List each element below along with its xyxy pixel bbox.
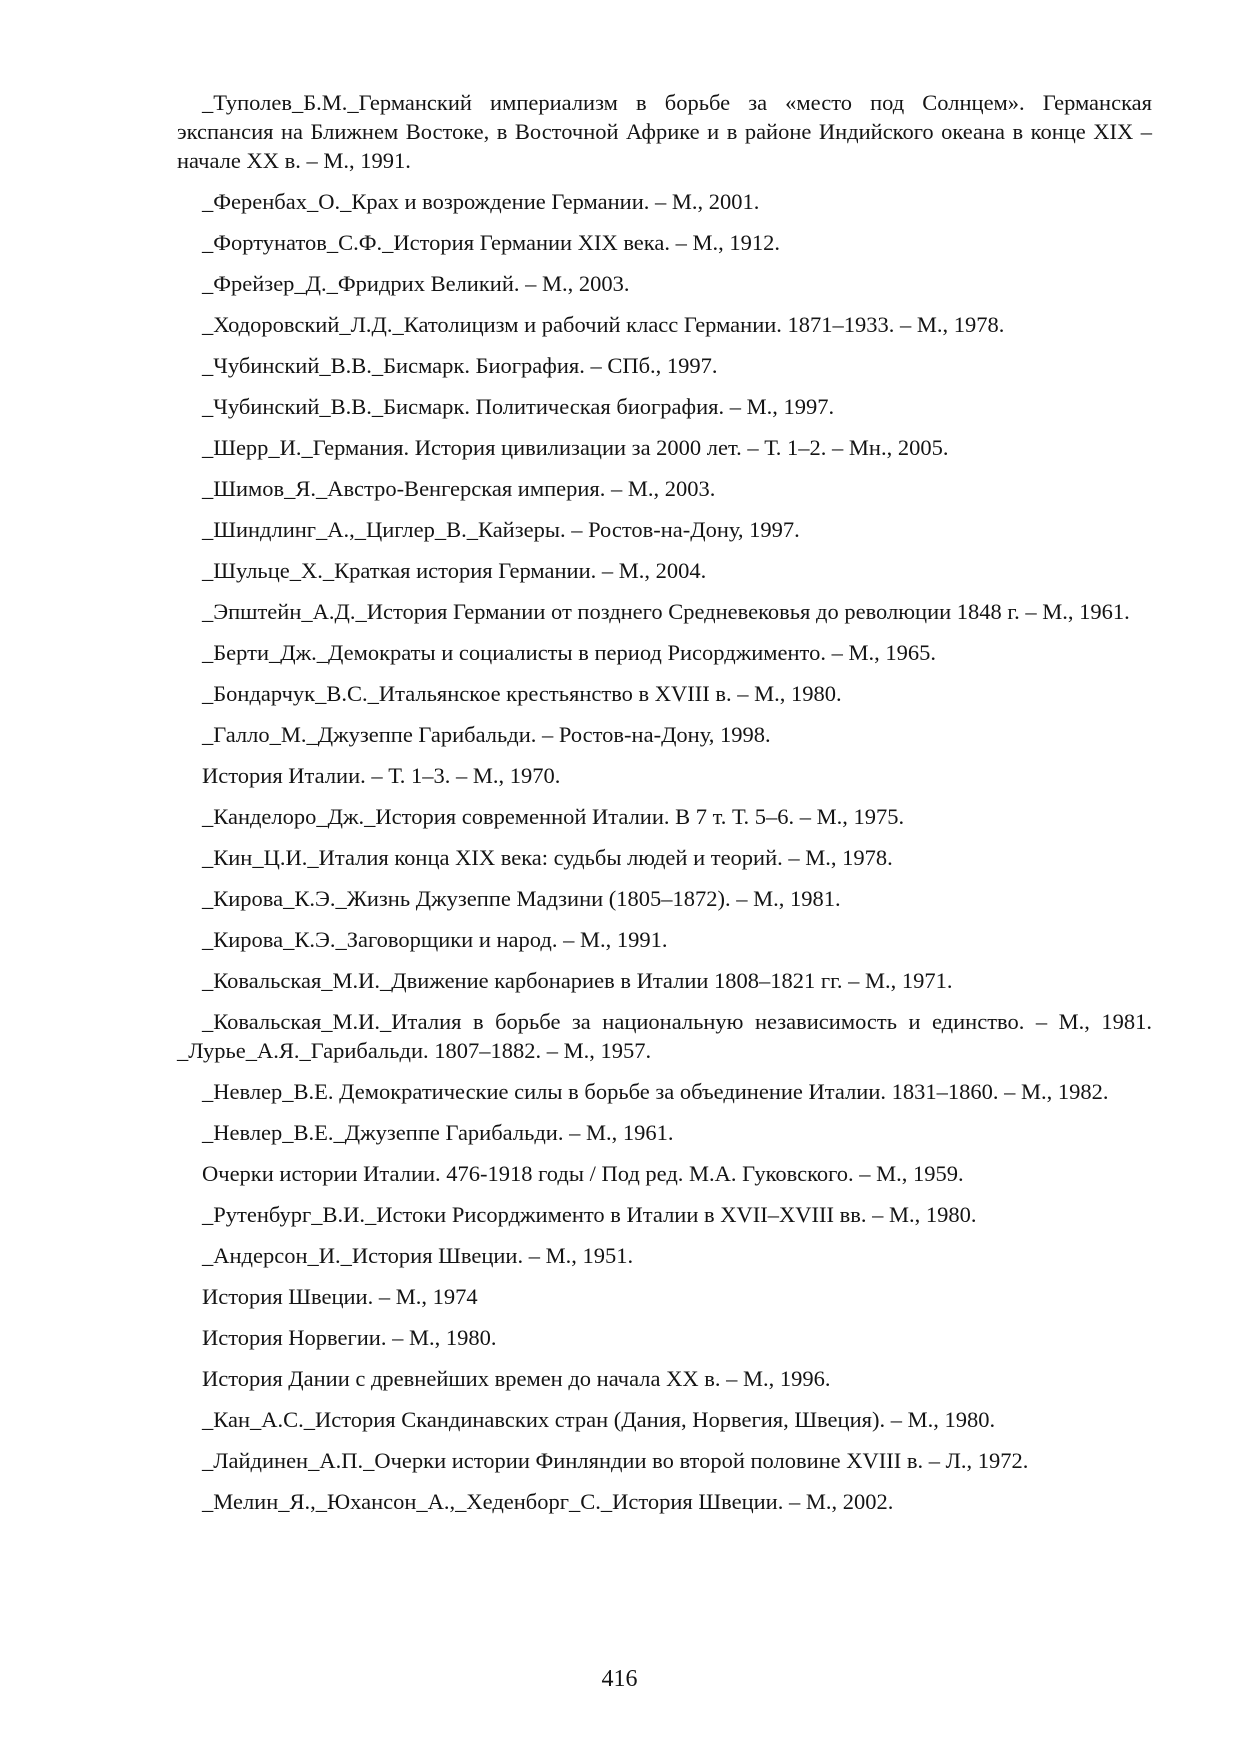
bibliography-entry: _Кирова_К.Э._Жизнь Джузеппе Мадзини (1805–1872). – М., 1981. bbox=[202, 886, 841, 911]
bibliography-entry: _Лайдинен_А.П._Очерки истории Финляндии во второй половине XVIII в. – Л., 1972. bbox=[202, 1448, 1029, 1473]
bibliography-entry: _Берти_Дж._Демократы и социалисты в период Рисорджименто. – М., 1965. bbox=[202, 640, 936, 665]
bibliography-entry: _Кин_Ц.И._Италия конца XIX века: судьбы людей и теорий. – М., 1978. bbox=[202, 845, 893, 870]
page-number: 416 bbox=[601, 1666, 638, 1692]
bibliography-entry: _Кирова_К.Э._Заговорщики и народ. – М., 1991. bbox=[202, 927, 668, 952]
bibliography-entry: _Невлер_В.Е. Демократические силы в борьбе за объединение Италии. 1831–1860. – М., 1982. bbox=[202, 1079, 1109, 1104]
bibliography-entry: История Норвегии. – М., 1980. bbox=[202, 1325, 497, 1350]
bibliography-entry: _Кан_А.С._История Скандинавских стран (Дания, Норвегия, Швеция). – М., 1980. bbox=[202, 1407, 996, 1432]
bibliography-entry: _Туполев_Б.М._Германский империализм в борьбе за «место под Солнцем». Германская экспансия на Ближнем Востоке, в Восточной Африке и в районе Индийского океана в конце XIX – начале XX в. – М., 1991. bbox=[177, 90, 1152, 173]
bibliography-entry: _Андерсон_И._История Швеции. – М., 1951. bbox=[202, 1243, 634, 1268]
bibliography-entry: _Ковальская_М.И._Движение карбонариев в Италии 1808–1821 гг. – М., 1971. bbox=[202, 968, 953, 993]
bibliography-entry: _Шимов_Я._Австро-Венгерская империя. – М., 2003. bbox=[202, 476, 716, 501]
bibliography-entry: _Бондарчук_В.С._Итальянское крестьянство в XVIII в. – М., 1980. bbox=[202, 681, 842, 706]
bibliography-entry: _Шульце_Х._Краткая история Германии. – М., 2004. bbox=[202, 558, 707, 583]
bibliography-entry: История Швеции. – М., 1974 bbox=[202, 1284, 478, 1309]
bibliography-entry: _Чубинский_В.В._Бисмарк. Политическая биография. – М., 1997. bbox=[202, 394, 835, 419]
bibliography-entry: История Дании с древнейших времен до начала XX в. – М., 1996. bbox=[202, 1366, 831, 1391]
bibliography-entry: _Галло_М._Джузеппе Гарибальди. – Ростов-на-Дону, 1998. bbox=[202, 722, 771, 747]
bibliography-entry: История Италии. – Т. 1–3. – М., 1970. bbox=[202, 763, 561, 788]
bibliography-list bbox=[177, 88, 1152, 1528]
bibliography-entry: _Чубинский_В.В._Бисмарк. Биография. – СПб., 1997. bbox=[202, 353, 718, 378]
bibliography-entry: _Шерр_И._Германия. История цивилизации за 2000 лет. – Т. 1–2. – Мн., 2005. bbox=[202, 435, 949, 460]
bibliography-entry: _Канделоро_Дж._История современной Италии. В 7 т. Т. 5–6. – М., 1975. bbox=[202, 804, 905, 829]
bibliography-entry: _Ковальская_М.И._Италия в борьбе за национальную независимость и единство. – М., 1981. _Лурье_А.Я._Гарибальди. 1807–1882. – М., 1957. bbox=[177, 1009, 1152, 1063]
bibliography-entry: _Ходоровский_Л.Д._Католицизм и рабочий класс Германии. 1871–1933. – М., 1978. bbox=[202, 312, 1005, 337]
bibliography-entry: _Фортунатов_С.Ф._История Германии XIX века. – М., 1912. bbox=[202, 230, 781, 255]
bibliography-entry: _Невлер_В.Е._Джузеппе Гарибальди. – М., 1961. bbox=[202, 1120, 674, 1145]
bibliography-entry: _Шиндлинг_А.,_Циглер_В._Кайзеры. – Ростов-на-Дону, 1997. bbox=[202, 517, 800, 542]
bibliography-entry: Очерки истории Италии. 476-1918 годы / Под ред. М.А. Гуковского. – М., 1959. bbox=[202, 1161, 964, 1186]
bibliography-entry: _Рутенбург_В.И._Истоки Рисорджименто в Италии в XVII–XVIII вв. – М., 1980. bbox=[202, 1202, 977, 1227]
bibliography-entry: _Фрейзер_Д._Фридрих Великий. – М., 2003. bbox=[202, 271, 630, 296]
bibliography-entry: _Эпштейн_А.Д._История Германии от позднего Средневековья до революции 1848 г. – М., 1961. bbox=[202, 599, 1130, 624]
bibliography-entry: _Мелин_Я.,_Юхансон_А.,_Хеденборг_С._История Швеции. – М., 2002. bbox=[202, 1489, 894, 1514]
bibliography-entry: _Ференбах_О._Крах и возрождение Германии. – М., 2001. bbox=[202, 189, 760, 214]
